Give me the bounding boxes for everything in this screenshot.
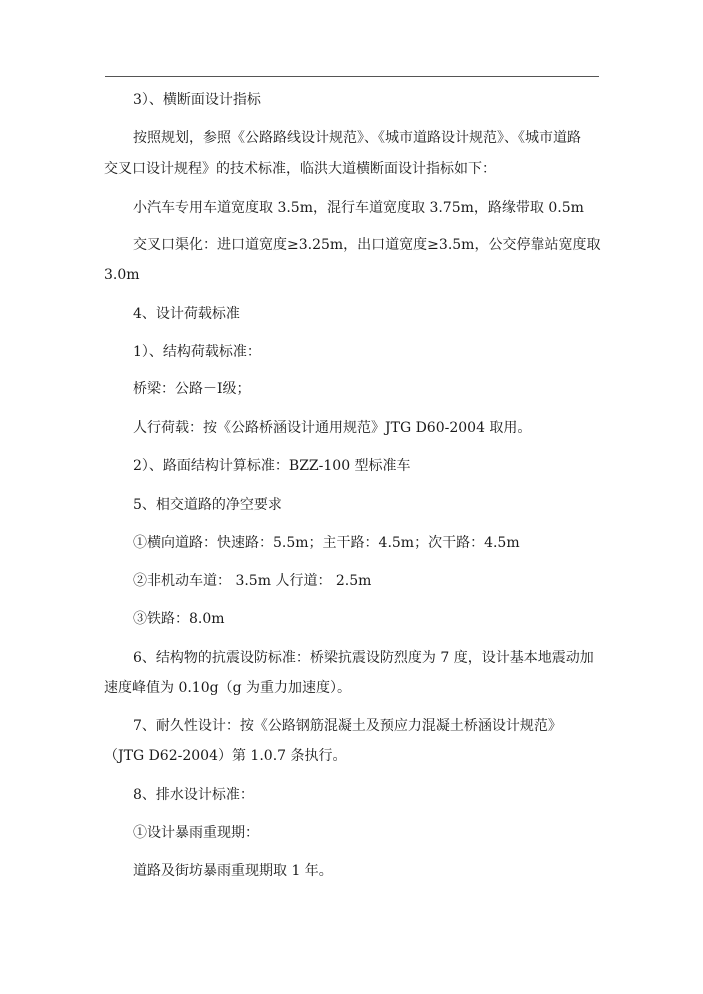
paragraph-line: （JTG D62-2004）第 1.0.7 条执行。: [104, 748, 347, 764]
list-item: ①设计暴雨重现期：: [133, 825, 259, 841]
heading-clearance: 5、相交道路的净空要求: [133, 497, 282, 513]
paragraph-line: 3.0m: [104, 267, 140, 283]
paragraph-line: 小汽车专用车道宽度取 3.5m，混行车道宽度取 3.75m，路缘带取 0.5m: [133, 200, 584, 216]
paragraph-line: 交叉口设计规程》的技术标准，临洪大道横断面设计指标如下：: [104, 161, 496, 177]
list-item: ①横向道路：快速路：5.5m；主干路：4.5m；次干路：4.5m: [133, 535, 520, 551]
heading-cross-section: 3）、横断面设计指标: [133, 92, 261, 108]
list-item: ②非机动车道： 3.5m 人行道： 2.5m: [133, 573, 372, 589]
subheading-pavement: 2）、路面结构计算标准：BZZ-100 型标准车: [133, 458, 411, 474]
list-item: ③铁路：8.0m: [133, 611, 225, 627]
paragraph-line: 按照规划，参照《公路路线设计规范》、《城市道路设计规范》、《城市道路: [133, 130, 581, 146]
heading-durability: 7、耐久性设计：按《公路钢筋混凝土及预应力混凝土桥涵设计规范》: [133, 718, 562, 734]
paragraph-line: 人行荷载：按《公路桥涵设计通用规范》JTG D60-2004 取用。: [133, 420, 532, 436]
heading-drainage: 8、排水设计标准：: [133, 787, 254, 803]
heading-seismic: 6、结构物的抗震设防标准：桥梁抗震设防烈度为 7 度，设计基本地震动加: [133, 650, 594, 666]
header-rule: [105, 76, 599, 77]
heading-design-load: 4、设计荷载标准: [133, 306, 240, 322]
paragraph-line: 速度峰值为 0.10g（g 为重力加速度）。: [104, 680, 351, 696]
paragraph-line: 道路及街坊暴雨重现期取 1 年。: [133, 863, 333, 879]
subheading-structure-load: 1）、结构荷载标准：: [133, 344, 261, 360]
paragraph-line: 桥梁：公路－Ⅰ级；: [133, 381, 251, 397]
paragraph-line: 交叉口渠化：进口道宽度≥3.25m，出口道宽度≥3.5m，公交停靠站宽度取: [133, 237, 601, 253]
